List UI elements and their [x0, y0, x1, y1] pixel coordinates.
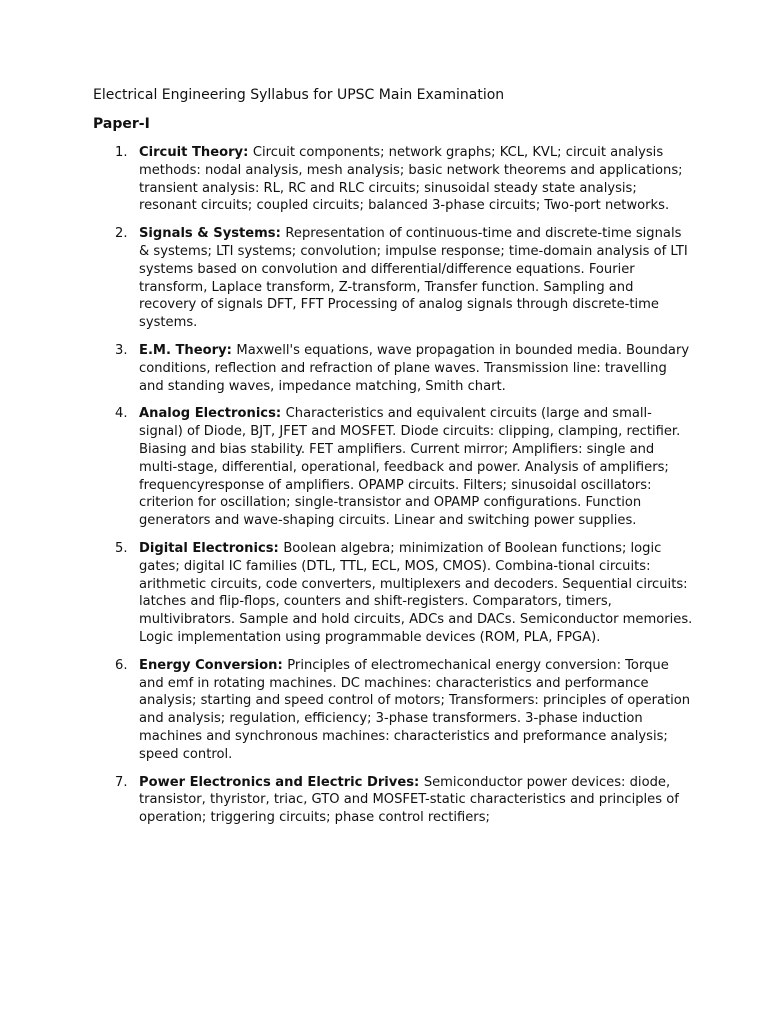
topic-name: E.M. Theory:	[139, 342, 237, 358]
topic-name: Signals & Systems:	[139, 226, 286, 242]
topic-name: Analog Electronics:	[139, 406, 286, 422]
topic-item	[93, 774, 693, 827]
document-title: Electrical Engineering Syllabus for UPSC Main Examination	[93, 87, 505, 103]
topic-name: Energy Conversion:	[139, 657, 288, 673]
topic-description: Principles of electromechanical energy conversion: Torque and emf in rotating machines. DC machines: characteristics and performance analysis; starting and speed control of motors; Transformers: principles of operation and analysis; regulation, efficiency; 3-phase transformers. 3-phase induction machines and synchronous machines: characteristics and preformance analysis; speed control.	[139, 657, 691, 762]
topic-name: Digital Electronics:	[139, 540, 284, 556]
topic-number: 1.	[115, 145, 128, 160]
paper-heading: Paper-I	[93, 116, 150, 132]
topic-number: 5.	[115, 540, 128, 556]
topic-item	[93, 405, 693, 530]
topic-description: Representation of continuous-time and discrete-time signals & systems; LTI systems; convolution; impulse response; time-domain analysis of LTI systems based on convolution and differential/difference equations. Fourier transform, Laplace transform, Z-transform, Transfer function. Sampling and recovery of signals DFT, FFT Processing of analog signals through discrete-time systems.	[139, 226, 688, 331]
topic-number: 4.	[115, 406, 128, 422]
topic-item	[93, 144, 693, 215]
topic-name: Circuit Theory:	[139, 145, 253, 160]
topic-number: 3.	[115, 342, 128, 358]
topic-description: Semiconductor power devices: diode, transistor, thyristor, triac, GTO and MOSFET-static characteristics and principles of operation; triggering circuits; phase control rectifiers;	[139, 774, 679, 826]
topic-item	[93, 540, 693, 647]
topic-number: 7.	[115, 774, 128, 790]
topic-number: 6.	[115, 657, 128, 673]
document-page	[93, 86, 693, 837]
topic-list	[93, 144, 693, 827]
topic-description: Circuit components; network graphs; KCL, KVL; circuit analysis methods: nodal analysis, mesh analysis; basic network theorems and applications; transient analysis: RL, RC and RLC circuits; sinusoidal steady state analysis; resonant circuits; coupled circuits; balanced 3-phase circuits; Two-port networks.	[139, 145, 683, 214]
topic-description: Characteristics and equivalent circuits (large and small-signal) of Diode, BJT, JFET and MOSFET. Diode circuits: clipping, clamping, rectifier. Biasing and bias stability. FET amplifiers. Current mirror; Amplifiers: single and multi-stage, differential, operational, feedback and power. Analysis of amplifiers; frequencyresponse of amplifiers. OPAMP circuits. Filters; sinusoidal oscillators: criterion for oscillation; single-transistor and OPAMP configurations. Function generators and wave-shaping circuits. Linear and switching power supplies.	[139, 406, 681, 529]
topic-name: Power Electronics and Electric Drives:	[139, 774, 424, 790]
topic-item	[93, 657, 693, 764]
topic-description: Boolean algebra; minimization of Boolean functions; logic gates; digital IC families (DTL, TTL, ECL, MOS, CMOS). Combina-tional circuits: arithmetic circuits, code converters, multiplexers and decoders. Sequential circuits: latches and flip-flops, counters and shift-registers. Comparators, timers, multivibrators. Sample and hold circuits, ADCs and DACs. Semiconductor memories. Logic implementation using programmable devices (ROM, PLA, FPGA).	[139, 540, 693, 645]
topic-description: Maxwell's equations, wave propagation in bounded media. Boundary conditions, reflection and refraction of plane waves. Transmission line: travelling and standing waves, impedance matching, Smith chart.	[139, 342, 690, 394]
topic-item	[93, 342, 693, 395]
topic-item	[93, 225, 693, 332]
topic-number: 2.	[115, 226, 128, 242]
